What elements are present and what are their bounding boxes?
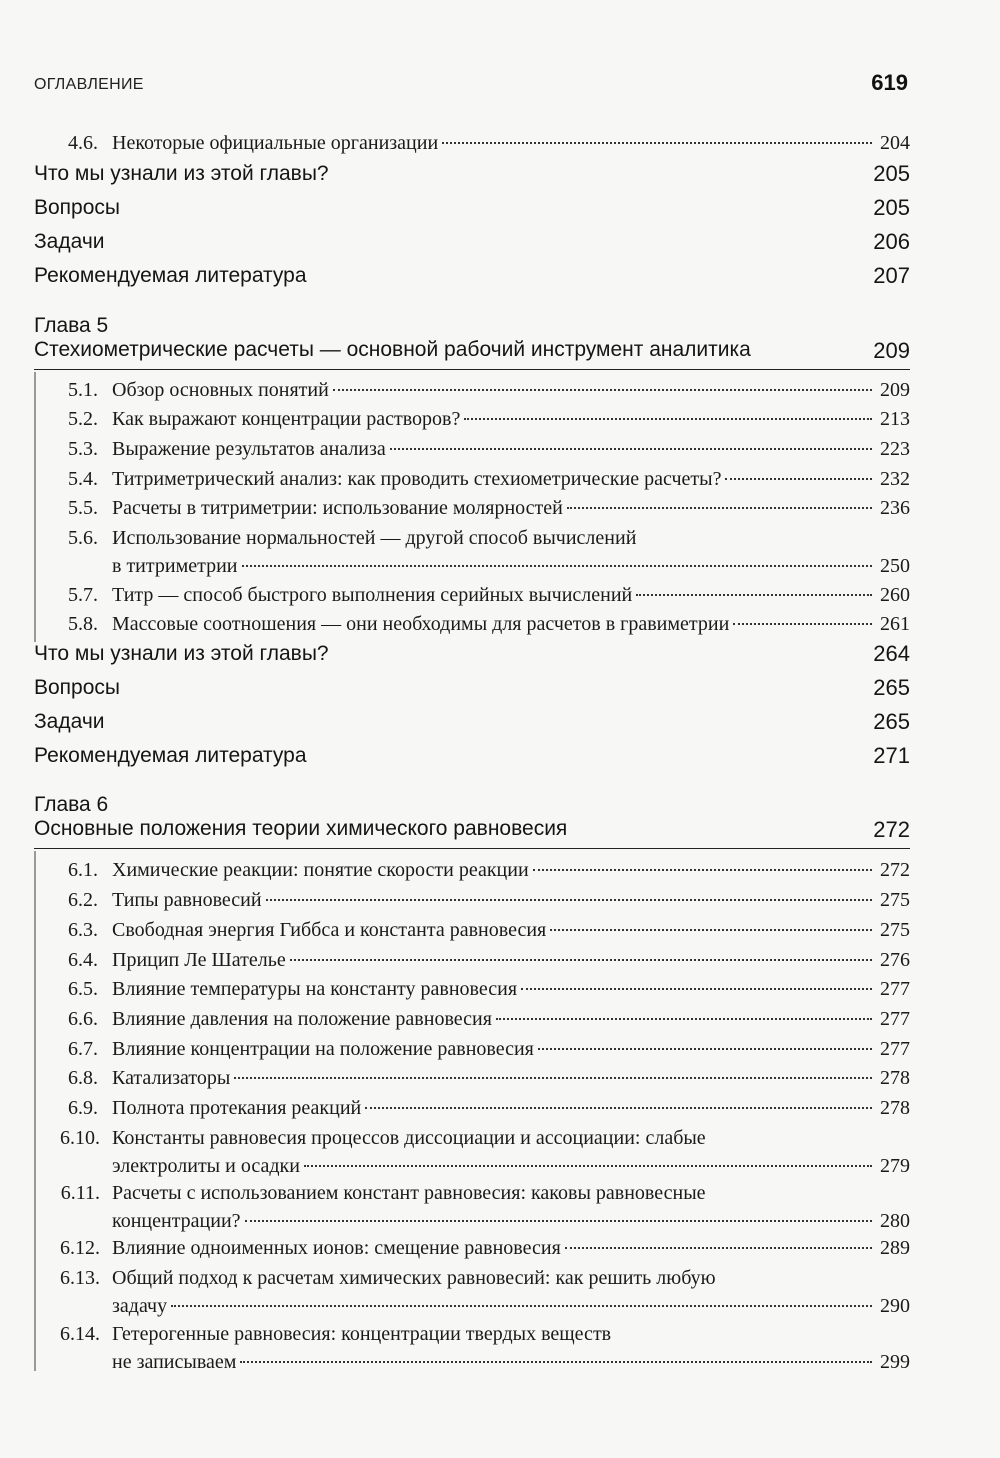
chapter-title-text: Стехиометрические расчеты — основной рабочий инструмент аналитика (34, 338, 751, 361)
dot-leader (533, 869, 872, 871)
dot-leader (550, 929, 872, 931)
chapter-page: 209 (873, 338, 910, 363)
dot-leader (290, 959, 872, 961)
chapter-title[interactable] (34, 338, 910, 370)
entry-page: 290 (880, 1295, 910, 1317)
entry-number: 6.1. (68, 859, 98, 881)
toc-section[interactable] (34, 159, 910, 189)
entry-page: 278 (880, 1067, 910, 1089)
dot-leader (733, 623, 872, 625)
entry-title: Влияние давления на положение равновесия (112, 1008, 492, 1030)
entry-title: Влияние концентрации на положение равновесия (112, 1038, 534, 1060)
entry-number: 5.2. (68, 408, 98, 430)
dot-leader (496, 1018, 872, 1020)
entry-page: 213 (880, 408, 910, 430)
entry-number: 6.7. (68, 1038, 98, 1060)
entry-title-line1: Константы равновесия процессов диссоциации и ассоциации: слабые (112, 1127, 706, 1149)
entry-title: в титриметрии (112, 555, 238, 577)
entry-number: 6.12. (60, 1237, 100, 1259)
dot-leader (636, 594, 872, 596)
entry-title: Массовые соотношения — они необходимы для расчетов в гравиметрии (112, 613, 730, 635)
dot-leader (365, 1107, 872, 1109)
entry-title: Некоторые официальные организации (112, 132, 439, 154)
entry-title: Влияние температуры на константу равновесия (112, 978, 518, 1000)
entry-number: 6.3. (68, 919, 98, 941)
dot-leader (538, 1048, 872, 1050)
entry-title: Полнота протекания реакций (112, 1097, 362, 1119)
dot-leader (245, 1220, 872, 1222)
toc-section[interactable] (34, 193, 910, 223)
entry-number: 6.9. (68, 1097, 98, 1119)
section-label: Что мы узнали из этой главы? (34, 642, 329, 665)
section-page: 264 (873, 641, 910, 666)
entry-page: 250 (880, 555, 910, 577)
entry-title: Расчеты в титриметрии: использование молярностей (112, 497, 563, 519)
section-label: Рекомендуемая литература (34, 744, 307, 767)
dot-leader (390, 448, 872, 450)
entry-number: 6.4. (68, 949, 98, 971)
entry-page: 223 (880, 438, 910, 460)
section-label: Рекомендуемая литература (34, 264, 307, 287)
section-page: 205 (873, 161, 910, 186)
entry-page: 232 (880, 468, 910, 490)
entry-title: Влияние одноименных ионов: смещение равновесия (112, 1237, 561, 1259)
entry-number: 6.8. (68, 1067, 98, 1089)
section-page: 206 (873, 229, 910, 254)
section-page: 207 (873, 263, 910, 288)
entry-page: 260 (880, 584, 910, 606)
section-label: Вопросы (34, 676, 121, 699)
toc-section[interactable] (34, 741, 910, 771)
dot-leader (725, 478, 872, 480)
entry-page: 209 (880, 379, 910, 401)
entry-title: электролиты и осадки (112, 1155, 300, 1177)
toc-section[interactable] (34, 673, 910, 703)
entry-title: Титр — способ быстрого выполнения серийных вычислений (112, 584, 633, 606)
entry-page: 299 (880, 1351, 910, 1373)
section-label: Что мы узнали из этой главы? (34, 162, 329, 185)
dot-leader (234, 1077, 872, 1079)
chapter-label: Глава 5 (34, 314, 109, 337)
entry-page: 276 (880, 949, 910, 971)
dot-leader (464, 418, 872, 420)
toc-section[interactable] (34, 227, 910, 257)
entry-number: 5.1. (68, 379, 98, 401)
dot-leader (565, 1247, 872, 1249)
entry-page: 277 (880, 1008, 910, 1030)
entry-title: Прицип Ле Шателье (112, 949, 286, 971)
running-head: ОГЛАВЛЕНИЕ (34, 76, 144, 93)
entry-number: 5.4. (68, 468, 98, 490)
dot-leader (304, 1165, 872, 1167)
entry-page: 272 (880, 859, 910, 881)
entry-page: 277 (880, 978, 910, 1000)
entry-title: задачу (112, 1295, 168, 1317)
entry-number: 6.14. (60, 1323, 100, 1345)
entry-number: 5.7. (68, 584, 98, 606)
dot-leader (242, 565, 873, 567)
entry-page: 204 (880, 132, 910, 154)
entry-page: 275 (880, 889, 910, 911)
entry-page: 278 (880, 1097, 910, 1119)
page-number: 619 (871, 70, 908, 95)
entry-number: 5.3. (68, 438, 98, 460)
entry-title: Химические реакции: понятие скорости реакции (112, 859, 529, 881)
dot-leader (266, 899, 872, 901)
entry-title: Катализаторы (112, 1067, 231, 1089)
entry-title: Обзор основных понятий (112, 379, 329, 401)
entry-number: 5.5. (68, 497, 98, 519)
section-page: 271 (873, 743, 910, 768)
entry-number: 4.6. (68, 132, 98, 154)
entry-page: 236 (880, 497, 910, 519)
entry-number: 6.10. (60, 1127, 100, 1149)
chapter-label: Глава 6 (34, 793, 109, 816)
toc-section[interactable] (34, 261, 910, 291)
entry-title: Типы равновесий (112, 889, 262, 911)
dot-leader (567, 507, 872, 509)
entry-title: не записываем (112, 1351, 237, 1373)
entry-page: 261 (880, 613, 910, 635)
dot-leader (240, 1361, 872, 1363)
entry-page: 289 (880, 1237, 910, 1259)
entry-title: Титриметрический анализ: как проводить стехиометрические расчеты? (112, 468, 722, 490)
section-page: 265 (873, 709, 910, 734)
entry-number: 6.5. (68, 978, 98, 1000)
entry-page: 275 (880, 919, 910, 941)
entry-page: 279 (880, 1155, 910, 1177)
toc-section[interactable] (34, 707, 910, 737)
entry-title-line1: Общий подход к расчетам химических равновесий: как решить любую (112, 1267, 716, 1289)
entry-title: Выражение результатов анализа (112, 438, 386, 460)
entry-number: 6.2. (68, 889, 98, 911)
entry-title: концентрации? (112, 1210, 241, 1232)
chapter-page: 272 (873, 817, 910, 842)
entry-number: 6.11. (60, 1182, 100, 1204)
section-page: 205 (873, 195, 910, 220)
entry-title-line1: Использование нормальностей — другой способ вычислений (112, 527, 637, 549)
entry-page: 277 (880, 1038, 910, 1060)
entry-title: Как выражают концентрации растворов? (112, 408, 461, 430)
dot-leader (171, 1305, 872, 1307)
dot-leader (333, 389, 872, 391)
entry-page: 280 (880, 1210, 910, 1232)
chapter-rule (34, 851, 36, 1371)
chapter-title[interactable] (34, 817, 910, 849)
toc-section[interactable] (34, 639, 910, 669)
chapter-title-text: Основные положения теории химического равновесия (34, 817, 568, 840)
section-label: Задачи (34, 230, 105, 253)
section-label: Задачи (34, 710, 105, 733)
entry-title-line1: Гетерогенные равновесия: концентрации твердых веществ (112, 1323, 612, 1345)
dot-leader (521, 988, 872, 990)
entry-number: 6.13. (60, 1267, 100, 1289)
entry-title: Свободная энергия Гиббса и константа равновесия (112, 919, 547, 941)
dot-leader (442, 142, 872, 144)
entry-title-line1: Расчеты с использованием констант равновесия: каковы равновесные (112, 1182, 706, 1204)
entry-number: 6.6. (68, 1008, 98, 1030)
section-page: 265 (873, 675, 910, 700)
section-label: Вопросы (34, 196, 121, 219)
chapter-rule (34, 372, 36, 642)
entry-number: 5.6. (68, 527, 98, 549)
entry-number: 5.8. (68, 613, 98, 635)
